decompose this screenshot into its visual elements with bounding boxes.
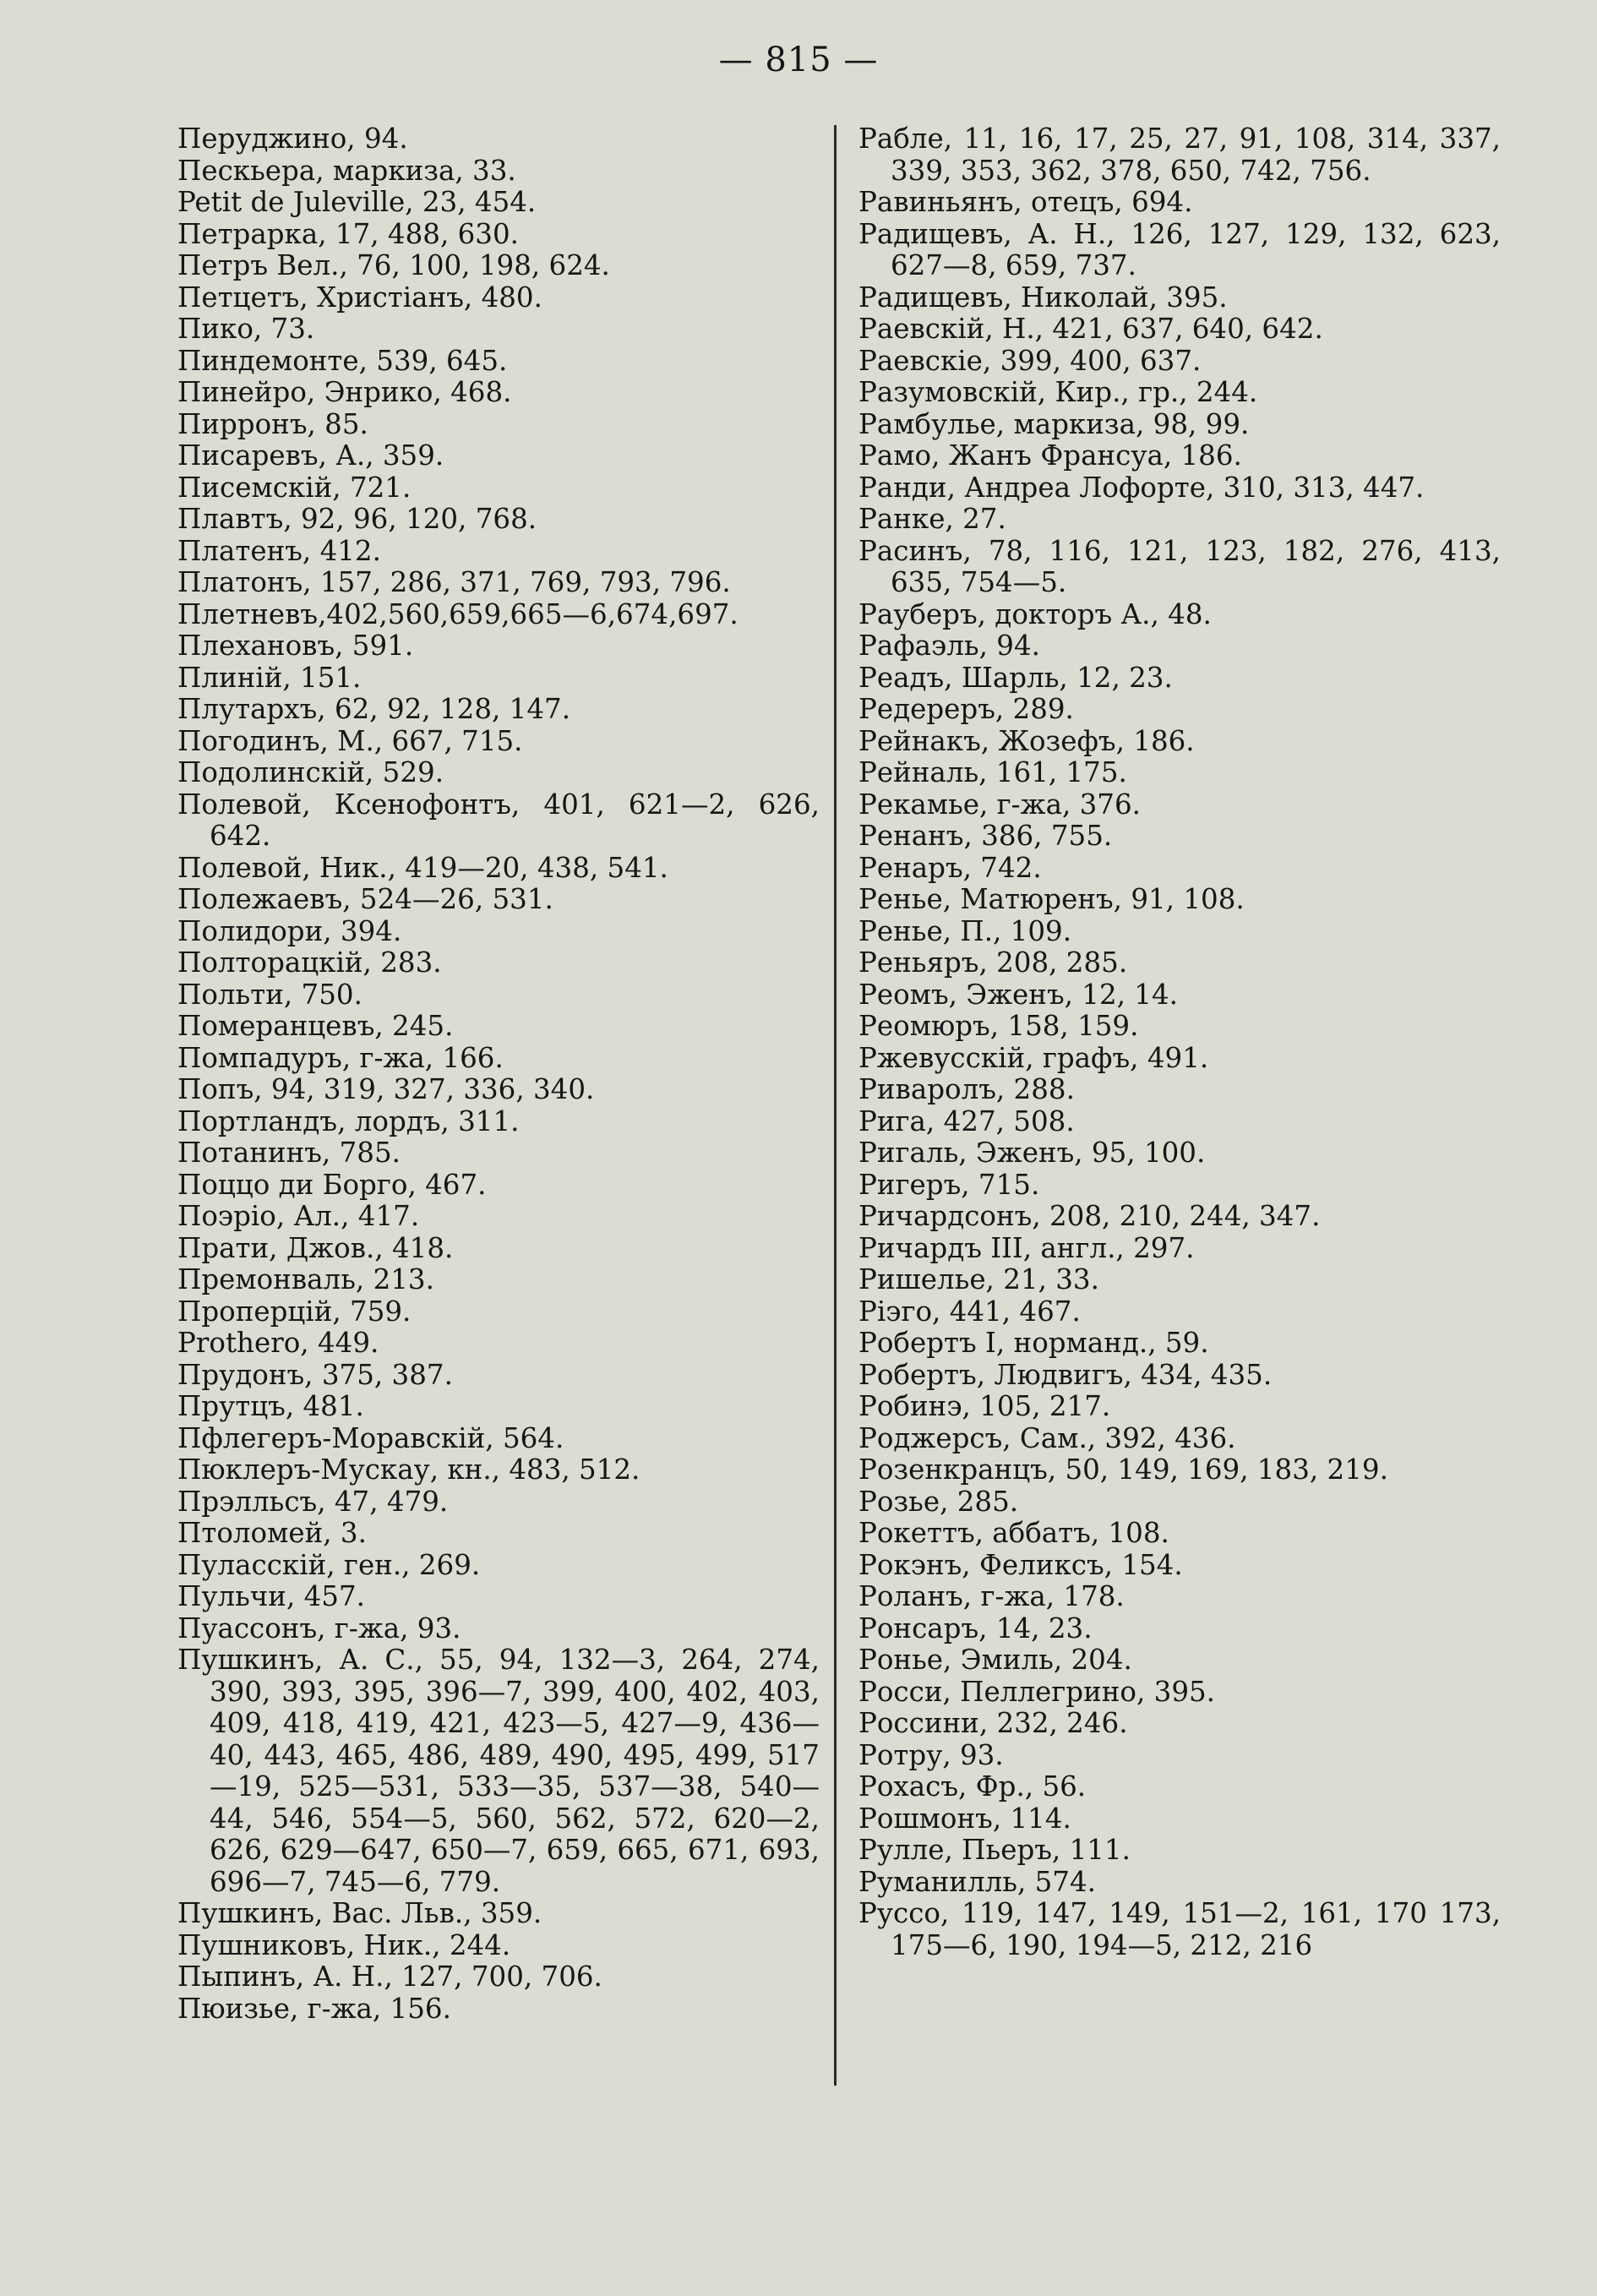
index-entry: Рабле, 11, 16, 17, 25, 27, 91, 108, 314, 337, 339, 353, 362, 378, 650, 742, 756. — [858, 123, 1501, 187]
index-entry: Ричардъ III, англ., 297. — [858, 1231, 1195, 1264]
index-entry: Ронье, Эмиль, 204. — [858, 1644, 1132, 1676]
index-entry: Ригаль, Эженъ, 95, 100. — [858, 1137, 1206, 1169]
index-entry: Подолинскій, 529. — [177, 756, 444, 788]
index-entry: Поэріо, Ал., 417. — [177, 1200, 420, 1232]
index-entry: Проперцій, 759. — [177, 1295, 412, 1328]
index-entry: Пульчи, 457. — [177, 1580, 365, 1612]
index-entry: Реньяръ, 208, 285. — [858, 946, 1128, 979]
index-entry: Пуласскій, ген., 269. — [177, 1548, 481, 1581]
index-entry: Пирронъ, 85. — [177, 407, 368, 440]
index-entry: Ріэго, 441, 467. — [858, 1295, 1081, 1328]
index-entry: Ренанъ, 386, 755. — [858, 820, 1113, 852]
index-entry: Ротру, 93. — [858, 1738, 1004, 1771]
index-entry: Полевой, Ксенофонтъ, 401, 621—2, 626, 642. — [177, 788, 820, 852]
index-entry: Прудонъ, 375, 387. — [177, 1358, 453, 1391]
index-entry: Раевскіе, 399, 400, 637. — [858, 344, 1202, 377]
index-entry: Риваролъ, 288. — [858, 1073, 1075, 1105]
index-entry: Пуассонъ, г-жа, 93. — [177, 1612, 461, 1644]
index-entry: Петръ Вел., 76, 100, 198, 624. — [177, 249, 610, 281]
index-entry: Рулле, Пьеръ, 111. — [858, 1834, 1131, 1866]
index-entry: Пиндемонте, 539, 645. — [177, 344, 508, 377]
index-entry: Пескьера, маркиза, 33. — [177, 154, 516, 187]
index-entry: Рейнакъ, Жозефъ, 186. — [858, 724, 1195, 757]
index-entry: Померанцевъ, 245. — [177, 1010, 454, 1042]
index-entry: Платонъ, 157, 286, 371, 769, 793, 796. — [177, 566, 731, 598]
index-entry: Ронсаръ, 14, 23. — [858, 1612, 1093, 1644]
index-entry: Редереръ, 289. — [858, 693, 1074, 725]
index-entry: Писемскій, 721. — [177, 471, 412, 504]
index-entry: Россини, 232, 246. — [858, 1707, 1128, 1739]
index-entry: Ригеръ, 715. — [858, 1168, 1040, 1201]
index-entry: Робинэ, 105, 217. — [858, 1390, 1111, 1422]
index-entry: Польти, 750. — [177, 978, 362, 1011]
index-entry: Перуджино, 94. — [177, 123, 408, 155]
index-entry: Рокэнъ, Феликсъ, 154. — [858, 1548, 1183, 1581]
index-entry: Равиньянъ, отецъ, 694. — [858, 186, 1193, 218]
index-entry: Пинейро, Энрико, 468. — [177, 376, 512, 408]
index-entry: Плетневъ,402,560,659,665—6,674,697. — [177, 597, 739, 630]
index-column-left — [177, 123, 820, 2025]
index-entry: Реомюръ, 158, 159. — [858, 1010, 1139, 1042]
index-entry: Ришелье, 21, 33. — [858, 1263, 1099, 1295]
page-number: — 815 — — [718, 41, 879, 79]
index-entry: Пыпинъ, А. Н., 127, 700, 706. — [177, 1961, 602, 1993]
index-entry: Плутархъ, 62, 92, 128, 147. — [177, 693, 571, 725]
index-entry: Поццо ди Борго, 467. — [177, 1168, 487, 1201]
index-entry: Розье, 285. — [858, 1485, 1019, 1518]
index-entry: Рауберъ, докторъ А., 48. — [858, 597, 1212, 630]
index-entry: Робертъ I, норманд., 59. — [858, 1327, 1209, 1359]
index-entry: Пико, 73. — [177, 313, 315, 345]
index-entry: Рамбулье, маркиза, 98, 99. — [858, 407, 1250, 440]
index-entry: Пюизье, г-жа, 156. — [177, 1992, 451, 2025]
index-entry: Ричардсонъ, 208, 210, 244, 347. — [858, 1200, 1321, 1232]
index-entry: Потанинъ, 785. — [177, 1137, 401, 1169]
index-entry: Руссо, 119, 147, 149, 151—2, 161, 170 173, 175—6, 190, 194—5, 212, 216 — [858, 1897, 1501, 1961]
index-entry: Прати, Джов., 418. — [177, 1231, 454, 1264]
index-entry: Руманилль, 574. — [858, 1865, 1096, 1898]
index-entry: Плехановъ, 591. — [177, 630, 414, 662]
index-entry: Ренаръ, 742. — [858, 851, 1042, 884]
index-entry: Petit de Juleville, 23, 454. — [177, 186, 537, 218]
index-entry: Ренье, П., 109. — [858, 914, 1072, 947]
index-entry: Пушкинъ, Вас. Льв., 359. — [177, 1897, 542, 1929]
index-entry: Реомъ, Эженъ, 12, 14. — [858, 978, 1178, 1011]
index-entry: Платенъ, 412. — [177, 534, 381, 567]
index-entry: Рамо, Жанъ Франсуа, 186. — [858, 439, 1242, 472]
index-entry: Полевой, Ник., 419—20, 438, 541. — [177, 851, 668, 884]
index-entry: Ранке, 27. — [858, 503, 1006, 535]
index-entry: Рига, 427, 508. — [858, 1104, 1075, 1137]
index-entry: Роланъ, г-жа, 178. — [858, 1580, 1125, 1612]
index-entry: Радищевъ, Николай, 395. — [858, 281, 1228, 314]
index-entry: Рейналь, 161, 175. — [858, 756, 1127, 788]
index-column-right — [858, 123, 1501, 1961]
index-entry: Петцетъ, Христіанъ, 480. — [177, 281, 542, 314]
index-entry: Портландъ, лордъ, 311. — [177, 1104, 520, 1137]
index-entry: Пушниковъ, Ник., 244. — [177, 1928, 511, 1961]
index-entry: Раевскій, Н., 421, 637, 640, 642. — [858, 313, 1323, 345]
index-entry: Ржевусскій, графъ, 491. — [858, 1041, 1209, 1074]
index-entry: Роджерсъ, Сам., 392, 436. — [858, 1421, 1236, 1454]
index-entry: Погодинъ, М., 667, 715. — [177, 724, 523, 757]
index-entry: Росси, Пеллегрино, 395. — [858, 1675, 1216, 1708]
index-entry: Плиній, 151. — [177, 661, 362, 694]
index-entry: Ренье, Матюренъ, 91, 108. — [858, 883, 1245, 915]
index-entry: Рафаэль, 94. — [858, 630, 1040, 662]
index-entry: Полежаевъ, 524—26, 531. — [177, 883, 553, 915]
index-entry: Рекамье, г-жа, 376. — [858, 788, 1141, 821]
column-divider — [834, 125, 837, 2086]
index-entry: Плавтъ, 92, 96, 120, 768. — [177, 503, 537, 535]
index-entry: Расинъ, 78, 116, 121, 123, 182, 276, 413, 635, 754—5. — [858, 534, 1501, 598]
index-entry: Робертъ, Людвигъ, 434, 435. — [858, 1358, 1273, 1391]
index-entry: Прутцъ, 481. — [177, 1390, 364, 1422]
index-entry: Пушкинъ, А. С., 55, 94, 132—3, 264, 274, 390, 393, 395, 396—7, 399, 400, 402, 403, 409, 418, 419, 421, 423—5, 427—9, 436—40, 443, 465, 486, 489, 490, 495, 499, 517—19, 525—531, 533—35, 537—38, 540—44, 546, 554—5, 560, 562, 572, 620—2, 626, 629—647, 650—7, 659, 665, 671, 693, 696—7, 745—6, 779. — [177, 1644, 820, 1898]
index-entry: Птоломей, 3. — [177, 1517, 367, 1549]
index-entry: Ранди, Андреа Лофорте, 310, 313, 447. — [858, 471, 1425, 504]
index-entry: Рошмонъ, 114. — [858, 1802, 1071, 1835]
index-entry: Петрарка, 17, 488, 630. — [177, 217, 519, 250]
index-entry: Пфлегеръ-Моравскій, 564. — [177, 1421, 564, 1454]
index-entry: Розенкранцъ, 50, 149, 169, 183, 219. — [858, 1453, 1388, 1486]
index-entry: Писаревъ, А., 359. — [177, 439, 444, 472]
index-entry: Рокеттъ, аббатъ, 108. — [858, 1517, 1169, 1549]
index-entry: Премонваль, 213. — [177, 1263, 434, 1295]
index-entry: Радищевъ, А. Н., 126, 127, 129, 132, 623, 627—8, 659, 737. — [858, 217, 1501, 281]
index-entry: Полторацкій, 283. — [177, 946, 442, 979]
index-entry: Полидори, 394. — [177, 914, 402, 947]
index-entry: Попъ, 94, 319, 327, 336, 340. — [177, 1073, 595, 1105]
index-entry: Реадъ, Шарль, 12, 23. — [858, 661, 1173, 694]
index-entry: Prothero, 449. — [177, 1327, 379, 1359]
index-entry: Разумовскій, Кир., гр., 244. — [858, 376, 1258, 408]
index-entry: Рохасъ, Фр., 56. — [858, 1770, 1087, 1802]
index-entry: Пюклеръ-Мускау, кн., 483, 512. — [177, 1453, 640, 1486]
index-entry: Помпадуръ, г-жа, 166. — [177, 1041, 504, 1074]
index-entry: Прэлльсъ, 47, 479. — [177, 1485, 449, 1518]
